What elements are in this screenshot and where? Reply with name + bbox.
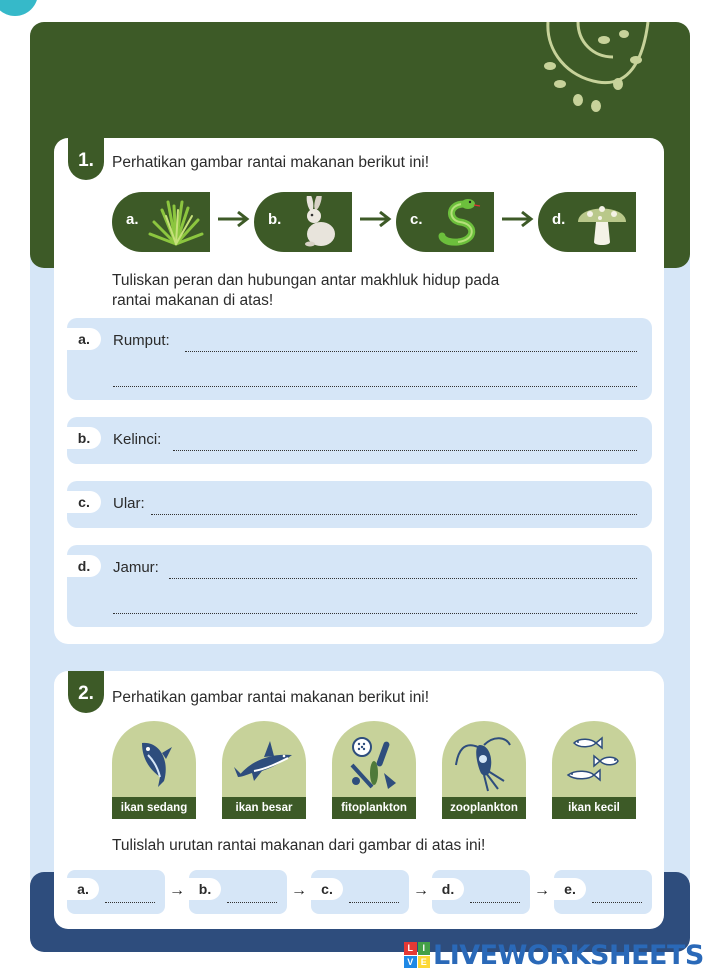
sequence-box-c <box>311 870 409 914</box>
organism-card-fitoplankton <box>332 721 416 819</box>
answer-row-d <box>67 545 652 627</box>
organism-card-ikan-sedang <box>112 721 196 819</box>
organism-label: zooplankton <box>442 797 526 819</box>
sequence-input-b[interactable] <box>227 902 277 903</box>
small-fish-icon <box>564 731 624 793</box>
answer-label: Ular: <box>113 495 145 512</box>
answer-row-b <box>67 417 652 464</box>
sequence-letter: a. <box>67 878 99 900</box>
organism-card-ikan-besar <box>222 721 306 819</box>
sequence-arrow-icon: → <box>291 882 307 899</box>
chain-letter: c. <box>410 211 423 228</box>
grass-icon <box>146 196 206 248</box>
tuna-icon <box>124 731 184 793</box>
chain-letter: d. <box>552 211 566 228</box>
phytoplankton-icon <box>344 731 404 793</box>
corner-decoration <box>0 0 38 16</box>
logo-letter: V <box>404 956 417 969</box>
chain-item-rabbit <box>254 192 352 252</box>
question-2-instruction: Perhatikan gambar rantai makanan berikut ini! <box>112 689 430 706</box>
chain-item-mushroom <box>538 192 636 252</box>
question-1-card <box>54 138 664 644</box>
organism-label: ikan besar <box>222 797 306 819</box>
organism-label: ikan kecil <box>552 797 636 819</box>
sequence-box-a <box>67 870 165 914</box>
sequence-input-d[interactable] <box>470 902 520 903</box>
chain-arrow-icon <box>358 210 392 228</box>
logo-letter: I <box>418 942 431 955</box>
chain-item-grass <box>112 192 210 252</box>
question-1-task-line-2: rantai makanan di atas! <box>112 292 274 309</box>
chain-item-snake <box>396 192 494 252</box>
logo-letter: E <box>418 956 431 969</box>
chain-arrow-icon <box>500 210 534 228</box>
organism-label: ikan sedang <box>112 797 196 819</box>
answer-letter: b. <box>67 427 101 449</box>
rabbit-icon <box>288 196 348 248</box>
sequence-letter: b. <box>189 878 221 900</box>
sequence-arrow-icon: → <box>169 882 185 899</box>
shark-icon <box>234 731 294 793</box>
answer-input-b[interactable] <box>173 450 637 451</box>
liveworksheets-text: LIVEWORKSHEETS <box>433 939 704 971</box>
answer-input-c[interactable] <box>151 514 637 515</box>
sequence-input-c[interactable] <box>349 902 399 903</box>
answer-input-a-line-1[interactable] <box>185 351 637 352</box>
sequence-box-b <box>189 870 287 914</box>
snake-icon <box>430 196 490 248</box>
answer-input-d-line-2[interactable] <box>113 613 637 614</box>
logo-letter: L <box>404 942 417 955</box>
organism-label: fitoplankton <box>332 797 416 819</box>
sequence-input-a[interactable] <box>105 902 155 903</box>
question-1-task-line-1: Tuliskan peran dan hubungan antar makhluk hidup pada <box>112 272 500 289</box>
vines-decoration-icon <box>538 22 658 122</box>
question-2-number: 2. <box>68 671 104 713</box>
chain-letter: b. <box>268 211 282 228</box>
sequence-letter: d. <box>432 878 464 900</box>
answer-input-a-line-2[interactable] <box>113 386 637 387</box>
answer-letter: d. <box>67 555 101 577</box>
answer-row-a <box>67 318 652 400</box>
chain-letter: a. <box>126 211 139 228</box>
chain-arrow-icon <box>216 210 250 228</box>
sequence-input-e[interactable] <box>592 902 642 903</box>
sequence-arrow-icon: → <box>534 882 550 899</box>
answer-letter: a. <box>67 328 101 350</box>
sequence-box-e <box>554 870 652 914</box>
organism-card-zooplankton <box>442 721 526 819</box>
question-1-number: 1. <box>68 138 104 180</box>
sequence-letter: c. <box>311 878 343 900</box>
sequence-letter: e. <box>554 878 586 900</box>
zooplankton-icon <box>454 731 514 793</box>
answer-row-c <box>67 481 652 528</box>
sequence-arrow-icon: → <box>413 882 429 899</box>
answer-input-d-line-1[interactable] <box>169 578 637 579</box>
organism-card-ikan-kecil <box>552 721 636 819</box>
answer-label: Jamur: <box>113 559 159 576</box>
liveworksheets-watermark <box>404 940 704 970</box>
mushroom-icon <box>572 196 632 248</box>
answer-label: Kelinci: <box>113 431 162 448</box>
sequence-box-d <box>432 870 530 914</box>
question-1-instruction: Perhatikan gambar rantai makanan berikut ini! <box>112 154 430 171</box>
answer-label: Rumput: <box>113 332 170 349</box>
liveworksheets-logo-icon <box>404 942 430 968</box>
question-2-task: Tulislah urutan rantai makanan dari gambar di atas ini! <box>112 837 486 854</box>
answer-letter: c. <box>67 491 101 513</box>
